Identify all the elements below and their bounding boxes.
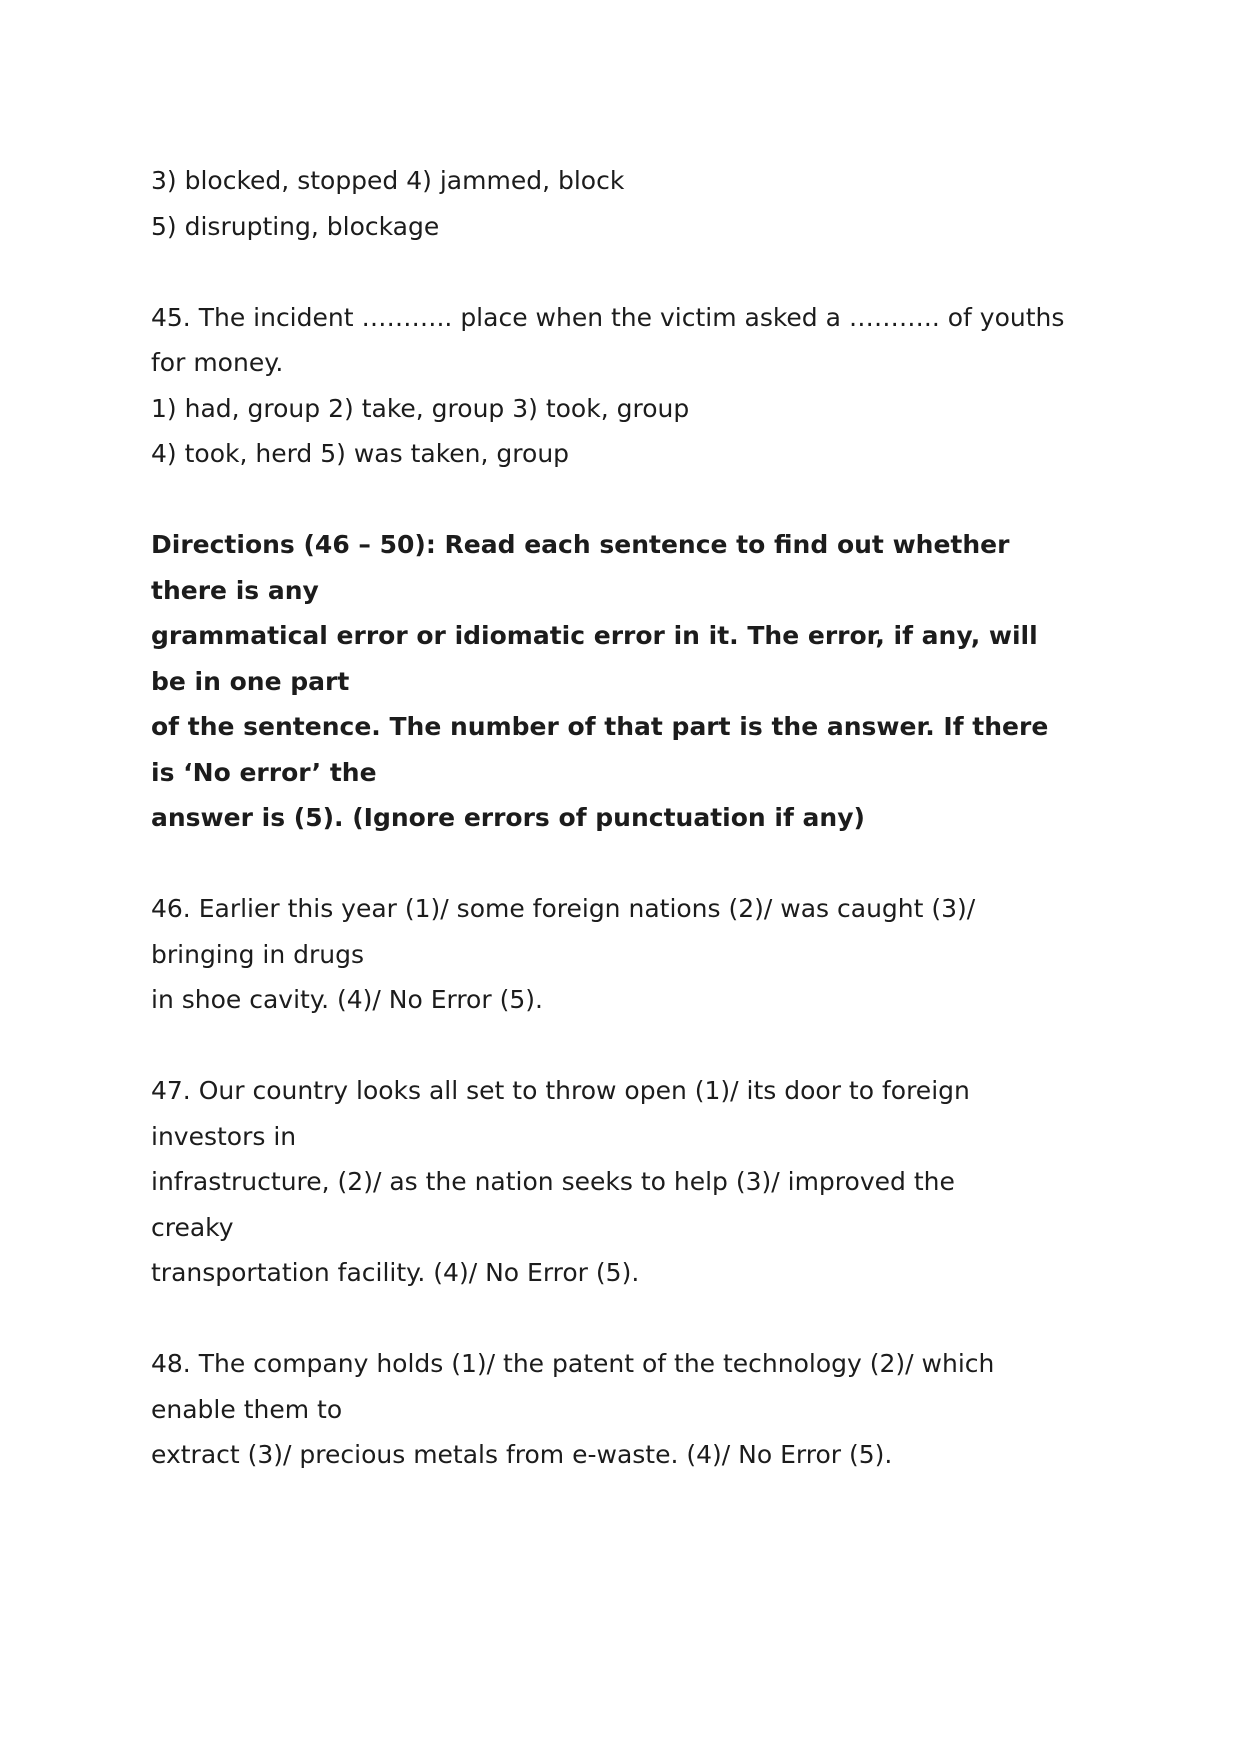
question-48 xyxy=(151,1341,1101,1478)
directions-line: grammatical error or idiomatic error in it. The error, if any, will xyxy=(151,621,1038,650)
spacer xyxy=(151,477,1101,523)
option-line: 3) blocked, stopped 4) jammed, block xyxy=(151,166,625,195)
spacer xyxy=(151,841,1101,887)
question-stem: 45. The incident ……….. place when the victim asked a ……….. of youths xyxy=(151,302,1065,332)
question-line: enable them to xyxy=(151,1394,343,1424)
question-line: creaky xyxy=(151,1212,234,1242)
spacer xyxy=(151,1023,1101,1069)
question-44-options xyxy=(151,158,1101,249)
question-45 xyxy=(151,295,1101,477)
spacer xyxy=(151,249,1101,295)
directions-line: is ‘No error’ the xyxy=(151,757,377,787)
question-line: investors in xyxy=(151,1121,297,1151)
option-line: 4) took, herd 5) was taken, group xyxy=(151,439,570,468)
document-page xyxy=(151,158,1101,1478)
question-46 xyxy=(151,886,1101,1023)
question-line: 48. The company holds (1)/ the patent of the technology (2)/ which xyxy=(151,1349,995,1378)
question-47 xyxy=(151,1068,1101,1296)
question-line: infrastructure, (2)/ as the nation seeks to help (3)/ improved the xyxy=(151,1167,955,1196)
question-line: in shoe cavity. (4)/ No Error (5). xyxy=(151,985,543,1014)
question-line: 47. Our country looks all set to throw open (1)/ its door to foreign xyxy=(151,1076,970,1105)
directions-block xyxy=(151,522,1101,841)
spacer xyxy=(151,1296,1101,1342)
directions-line: Directions (46 – 50): Read each sentence to find out whether xyxy=(151,530,1010,559)
question-line: transportation facility. (4)/ No Error (5). xyxy=(151,1258,640,1287)
question-line: 46. Earlier this year (1)/ some foreign nations (2)/ was caught (3)/ xyxy=(151,894,976,923)
directions-line: of the sentence. The number of that part is the answer. If there xyxy=(151,712,1049,741)
directions-line: be in one part xyxy=(151,666,350,696)
question-line: bringing in drugs xyxy=(151,939,365,969)
question-line: extract (3)/ precious metals from e-waste. (4)/ No Error (5). xyxy=(151,1440,893,1469)
directions-line: there is any xyxy=(151,575,319,605)
option-line: 1) had, group 2) take, group 3) took, group xyxy=(151,393,690,423)
option-line: 5) disrupting, blockage xyxy=(151,211,440,241)
question-stem: for money. xyxy=(151,348,284,377)
directions-line: answer is (5). (Ignore errors of punctuation if any) xyxy=(151,803,865,832)
